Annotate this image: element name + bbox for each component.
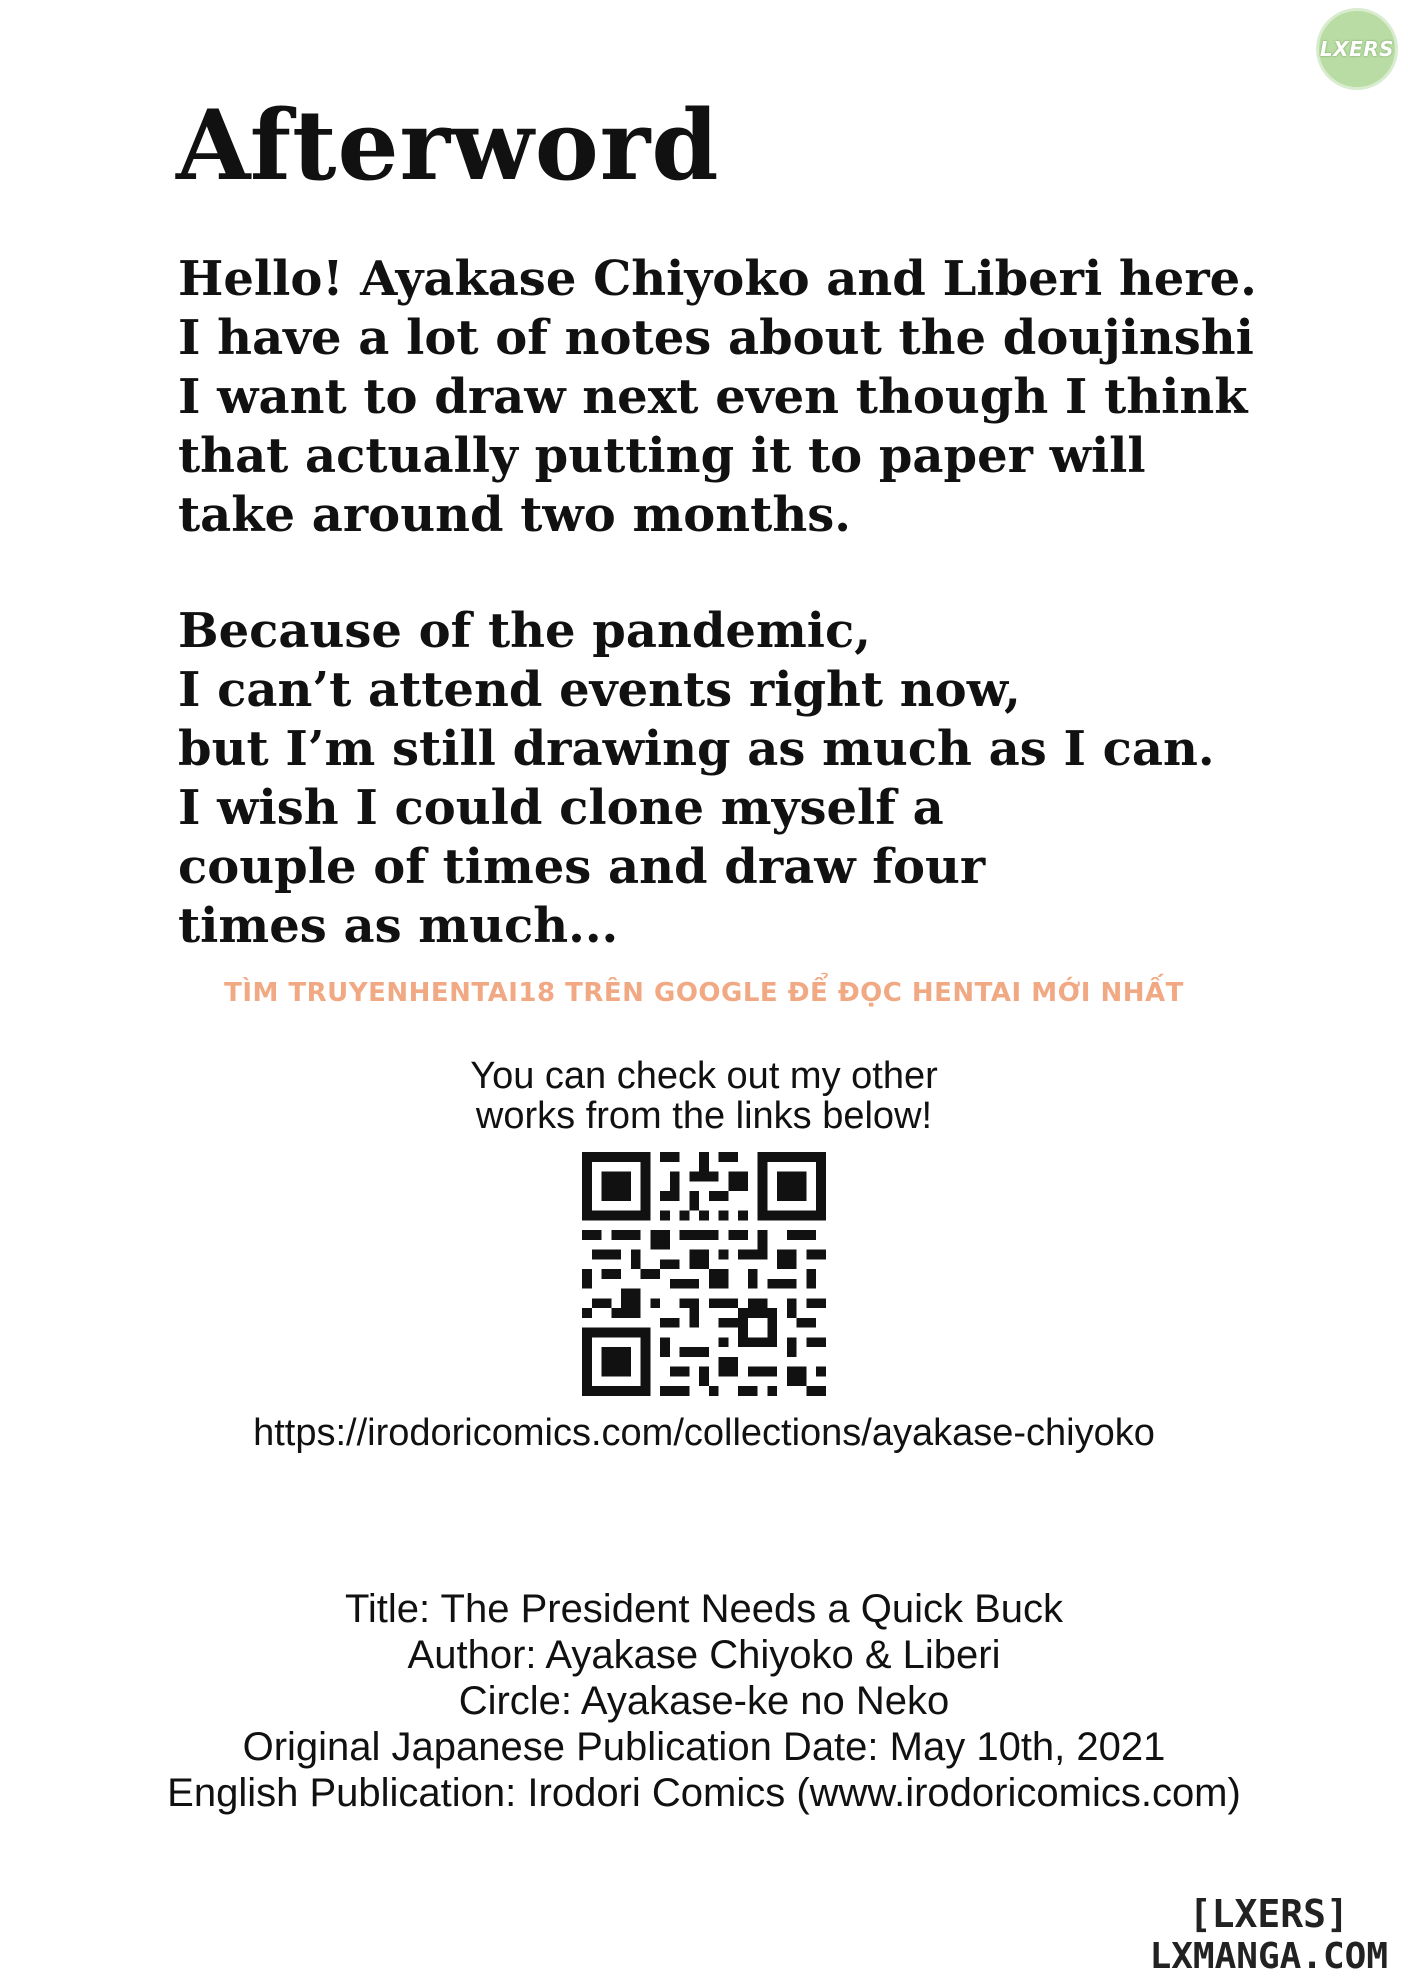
lxmanga-logo-brand: [LXERS] xyxy=(1188,1892,1349,1936)
paragraph-line: take around two months. xyxy=(178,487,851,543)
qr-finder-bottom-left xyxy=(582,1328,650,1396)
collection-url-link[interactable]: https://irodoricomics.com/collections/ayakase-chiyoko xyxy=(253,1412,1155,1454)
paragraph-line: times as much... xyxy=(178,898,619,954)
paragraph-line: but I’m still drawing as much as I can. xyxy=(178,721,1215,777)
paragraph-line: that actually putting it to paper will xyxy=(178,428,1146,484)
credit-author: Author: Ayakase Chiyoko & Liberi xyxy=(407,1633,1001,1677)
links-intro-line: works from the links below! xyxy=(475,1095,933,1137)
afterword-paragraph-1 xyxy=(178,250,1257,545)
paragraph-line: I can’t attend events right now, xyxy=(178,662,1021,718)
paragraph-line: I have a lot of notes about the doujinshi xyxy=(178,310,1254,366)
overlay-note: TÌM TRUYENHENTAI18 TRÊN GOOGLE ĐỂ ĐỌC HENTAI MỚI NHẤT xyxy=(224,978,1184,1008)
links-intro-line: You can check out my other xyxy=(470,1055,938,1097)
paragraph-line: I want to draw next even though I think xyxy=(178,369,1248,425)
qr-finder-top-right xyxy=(758,1152,826,1220)
page-title: Afterword xyxy=(176,89,720,202)
lxmanga-logo-site: LXMANGA.COM xyxy=(1149,1936,1388,1977)
paragraph-line: couple of times and draw four xyxy=(178,839,986,895)
lxmanga-logo xyxy=(1150,1892,1388,1978)
links-intro xyxy=(0,1056,1408,1136)
credits-block xyxy=(0,1586,1408,1816)
paragraph-line: Hello! Ayakase Chiyoko and Liberi here. xyxy=(178,251,1257,307)
paragraph-line: I wish I could clone myself a xyxy=(178,780,944,836)
credit-title: Title: The President Needs a Quick Buck xyxy=(344,1587,1064,1631)
paragraph-line: Because of the pandemic, xyxy=(178,603,871,659)
qr-code[interactable] xyxy=(582,1152,826,1396)
credit-english-publication: English Publication: Irodori Comics (www.irodoricomics.com) xyxy=(167,1771,1241,1815)
credit-circle: Circle: Ayakase-ke no Neko xyxy=(458,1679,950,1723)
qr-finder-top-left xyxy=(582,1152,650,1220)
afterword-paragraph-2 xyxy=(178,602,1215,956)
lxers-badge-logo xyxy=(1316,8,1398,90)
lxers-badge-text: LXERS xyxy=(1319,37,1395,61)
credit-original-date: Original Japanese Publication Date: May 10th, 2021 xyxy=(242,1725,1166,1769)
